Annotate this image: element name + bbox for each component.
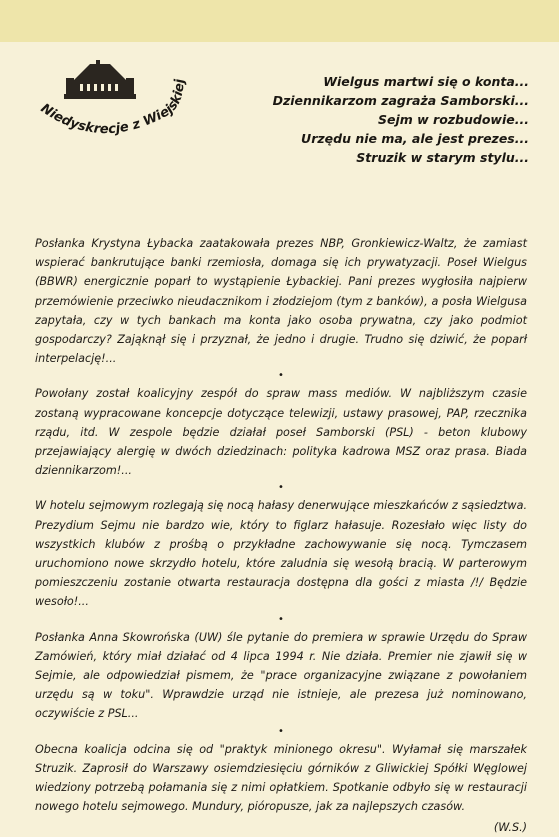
paragraph-media-team: Powołany został koalicyjny zespół do spraw mass mediów. W najbliższym czasie zostaną wypracowane koncepcje dotyczące telewizji, ustawy prasowej, PAP, rzecznika rządu, itd. W zespole będzie działał poseł Samborski (PSL) - beton klubowy przejawiający alergię w dwóch dziedzinach: polityka kadrowa MSZ oraz prasa. Biada dziennikarzom!... — [35, 387, 527, 478]
column-logo — [30, 42, 230, 182]
column-header — [0, 50, 559, 165]
paragraph-struzik: Obecna koalicja odcina się od "praktyk minionego okresu". Wyłamał się marszałek Struzik. Zaprosił do Warszawy osiemdziesięciu górników z Gliwickiej Spółki Węglowej wiedziony potrzebą połamania się z nimi opłatkiem. Spotkanie odbyło się w restauracji nowego hotelu sejmowego. Mundury, pióropusze, jak za najlepszych czasów. — [35, 742, 527, 814]
paragraph-hotel: W hotelu sejmowym rozlegają się nocą hałasy denerwujące mieszkańców z sąsiedztwa. Prezydium Sejmu nie bardzo wie, który to figlarz hałasuje. Rozesłało więc listy do wszystkich klubów z prośbą o przykładne zachowywanie się nocą. Tymczasem uruchomiono nowe skrzydło hotelu, które zaludnia się wesołą bracią. W parterowym pomieszczeniu zostanie otwarta restauracja dostępna dla gości z miasta /!/ Będzie wesoło!... — [35, 499, 527, 609]
separator-bullet: • — [278, 613, 284, 625]
parliament-building-icon — [30, 42, 230, 182]
top-color-band — [0, 0, 559, 42]
headline-2: Dziennikarzom zagraża Samborski... — [272, 93, 529, 108]
separator-bullet: • — [278, 482, 284, 494]
headline-3: Sejm w rozbudowie... — [377, 112, 529, 127]
paragraph-skowronska: Posłanka Anna Skowrońska (UW) śle pytanie do premiera w sprawie Urzędu do Spraw Zamówień, który miał działać od 4 lipca 1994 r. Nie działa. Premier nie zjawił się w Sejmie, ale odpowiedział pismem, że "prace organizacyjne związane z powołaniem urzędu są w toku". Wprawdzie urząd nie istnieje, ale prezesa już nominowano, oczywiście z PSL... — [35, 630, 527, 721]
separator-bullet: • — [278, 370, 284, 382]
headline-1: Wielgus martwi się o konta... — [323, 74, 529, 89]
logo-text: Niedyskrecje z Wiejskiej — [37, 78, 188, 138]
separator-bullet: • — [278, 725, 284, 737]
headline-5: Struzik w starym stylu... — [356, 150, 529, 165]
author-signature: (W.S.) — [493, 821, 527, 835]
paragraph-lybacka: Posłanka Krystyna Łybacka zaatakowała prezes NBP, Gronkiewicz-Waltz, że zamiast wspierać bankrutujące banki rzemiosła, domaga się ich prywatyzacji. Poseł Wielgus (BBWR) energicznie poparł to wystąpienie Łybackiej. Pani prezes wygłosiła najpierw przemówienie przeciwko nieudacznikom i złodziejom (tym z banków), a posła Wielgusa zapytała, czy w tych bankach ma konta jako osoba prywatna, czy jako podmiot gospodarczy? Zająknął się i przyznał, że jedno i drugie. Trudno się dziwić, że poparł interpelację!... — [35, 237, 527, 366]
headline-list — [209, 72, 529, 167]
headline-4: Urzędu nie ma, ale jest prezes... — [301, 131, 529, 146]
article-body — [35, 234, 527, 837]
